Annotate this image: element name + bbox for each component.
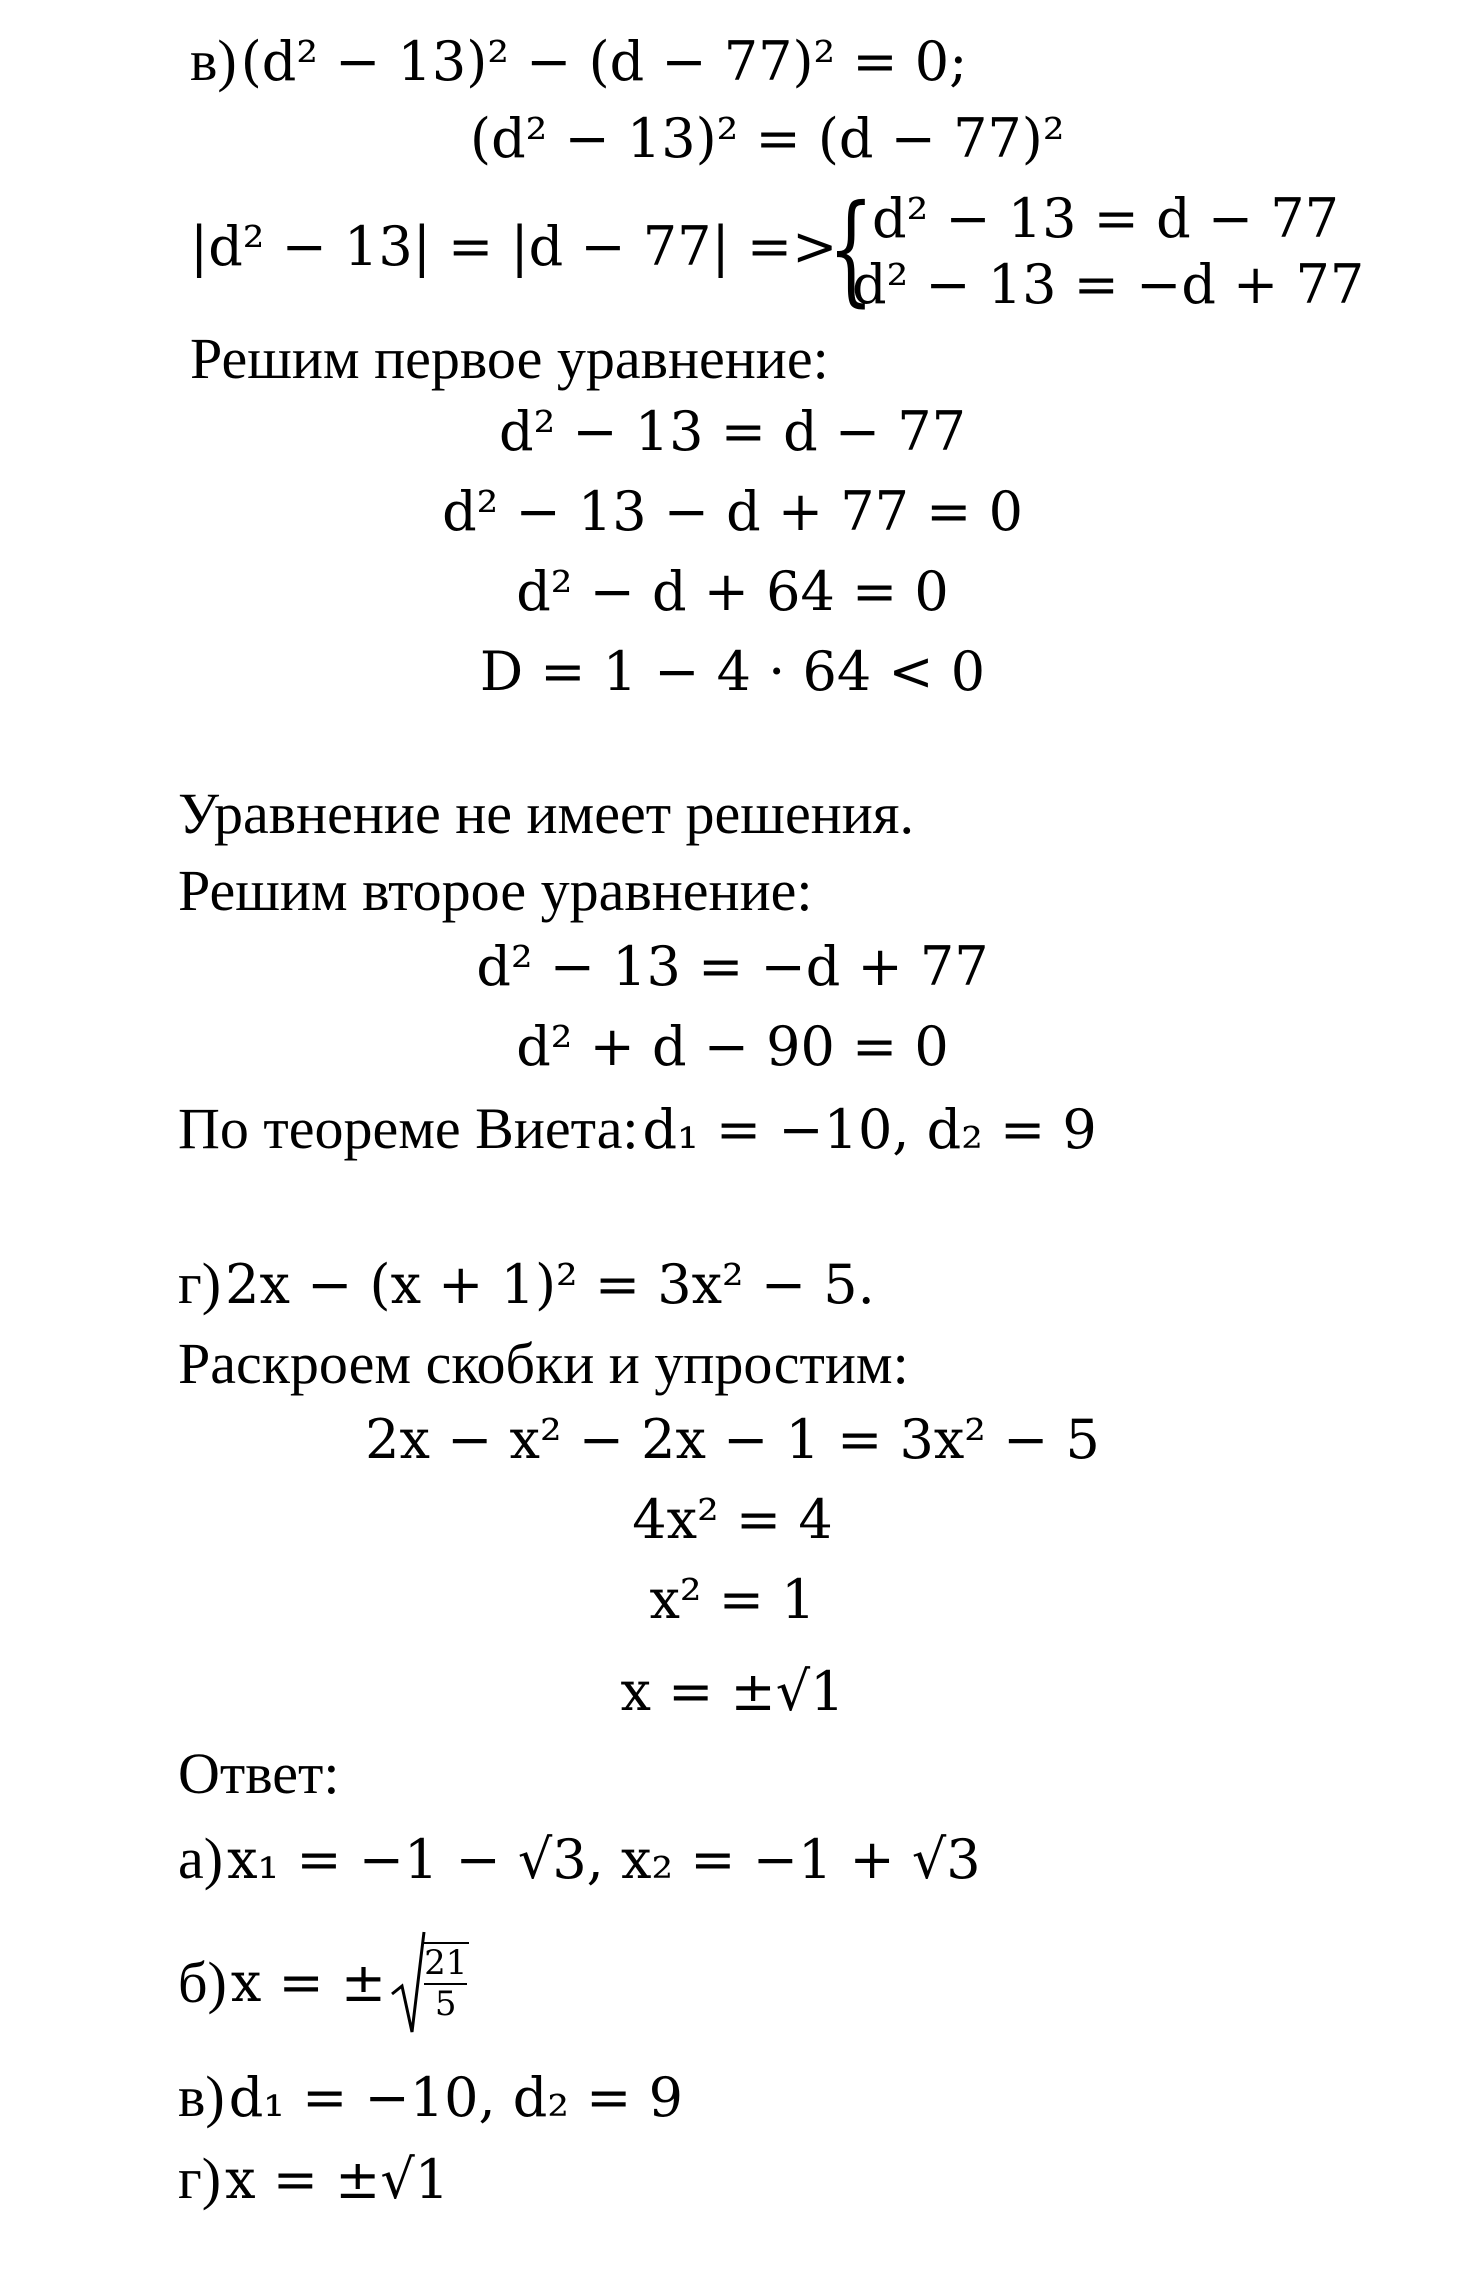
- answer-a-label: а): [178, 1826, 224, 1891]
- part-g-step-1: 2x − x² − 2x − 1 = 3x² − 5: [365, 1408, 1100, 1471]
- first-step-3: d² − d + 64 = 0: [516, 560, 949, 623]
- answer-v-value: d₁ = −10, d₂ = 9: [228, 2066, 683, 2129]
- first-step-2: d² − 13 − d + 77 = 0: [442, 480, 1023, 543]
- answer-b: [178, 1928, 469, 2038]
- fraction-numerator: 21: [424, 1944, 467, 1985]
- no-solution-text: Уравнение не имеет решения.: [178, 781, 914, 846]
- answer-g: [178, 2146, 450, 2211]
- system-equation-1: d² − 13 = d − 77: [872, 187, 1339, 250]
- part-v-equation: (d² − 13)² − (d − 77)² = 0;: [240, 30, 968, 93]
- first-step-1: d² − 13 = d − 77: [499, 400, 966, 463]
- answer-b-sqrt: [390, 1928, 469, 2038]
- second-step-1: d² − 13 = −d + 77: [476, 935, 989, 998]
- part-g-step-4: x = ±√1: [620, 1660, 845, 1723]
- answer-a-value: x₁ = −1 − √3, x₂ = −1 + √3: [227, 1828, 981, 1891]
- part-g-line: [178, 1251, 875, 1316]
- system-brace: {: [828, 180, 874, 319]
- answer-b-fraction: [422, 1942, 469, 2024]
- answer-b-prefix: x = ±: [230, 1951, 387, 2014]
- discriminant-step: D = 1 − 4 · 64 < 0: [479, 640, 986, 703]
- second-equation-heading: Решим второе уравнение:: [178, 858, 813, 923]
- part-g-step-3: x² = 1: [649, 1568, 816, 1631]
- second-step-2: d² + d − 90 = 0: [516, 1015, 949, 1078]
- part-g-label: г): [178, 1251, 222, 1316]
- system-equation-2: d² − 13 = −d + 77: [852, 253, 1365, 316]
- part-v-abs-equality: |d² − 13| = |d − 77| =>: [190, 215, 838, 278]
- fraction-denominator: 5: [434, 1984, 457, 2024]
- vieta-text: По теореме Виета:: [178, 1096, 639, 1161]
- first-equation-heading: Решим первое уравнение:: [190, 326, 829, 391]
- answer-a: [178, 1826, 981, 1891]
- vieta-line: [178, 1096, 1097, 1161]
- part-g-equation: 2x − (x + 1)² = 3x² − 5.: [225, 1253, 875, 1316]
- answer-v-label: в): [178, 2064, 225, 2129]
- part-g-heading: Раскроем скобки и упростим:: [178, 1331, 909, 1396]
- radical-sign-icon: [390, 1928, 426, 2038]
- answer-heading: Ответ:: [178, 1741, 340, 1806]
- answer-b-label: б): [178, 1950, 227, 2015]
- answer-g-label: г): [178, 2146, 222, 2211]
- part-v-label: в): [190, 28, 237, 93]
- answer-g-value: x = ±√1: [225, 2148, 450, 2211]
- part-v-squared-equality: (d² − 13)² = (d − 77)²: [470, 107, 1065, 170]
- vieta-result: d₁ = −10, d₂ = 9: [642, 1098, 1097, 1161]
- answer-v: [178, 2064, 683, 2129]
- part-g-step-2: 4x² = 4: [632, 1488, 833, 1551]
- part-v-line1: [190, 28, 968, 93]
